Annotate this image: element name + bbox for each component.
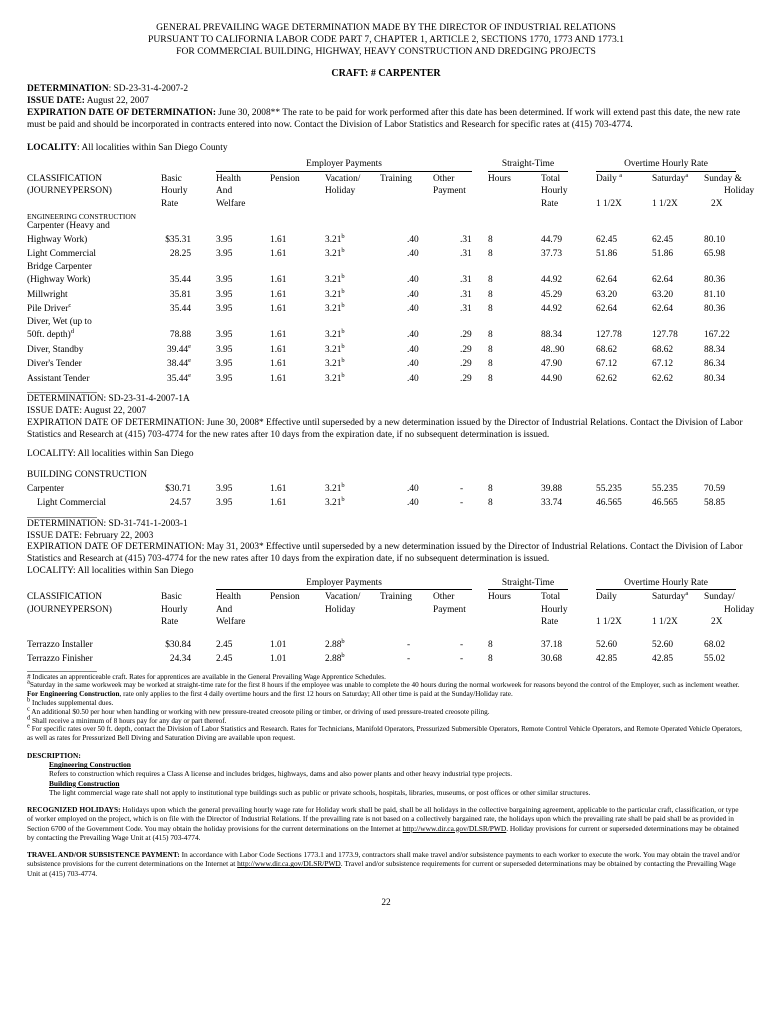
total-rate: 37.73 [541,249,563,260]
classification-name: Light Commercial [37,498,106,509]
table-row [27,342,745,358]
col-rate: Rate [161,198,179,209]
other-payment: .31 [460,304,472,315]
col-other: Other [433,173,455,184]
footnote-hash: # Indicates an apprenticeable craft. Rates for apprentices are available in the General Prevailing Wage Apprentice Schedules. [27,672,386,681]
saturday-ot: 62.45 [652,234,674,245]
pension: 1.61 [270,234,287,245]
daily-ot: 62.62 [596,373,618,384]
training: .40 [407,483,419,494]
det2-title: DETERMINATION: SD-23-31-4-2007-1A [27,394,190,405]
craft-title: CRAFT: # CARPENTER [331,67,441,79]
health-welfare: 3.95 [216,275,233,286]
health-welfare: 3.95 [216,304,233,315]
hours: 8 [488,330,493,341]
saturday-ot: 42.85 [652,654,674,665]
basic-rate: 35.44 [169,275,191,286]
training: .40 [407,249,419,260]
footnote-b: $^b$ Includes supplemental dues. [27,696,114,708]
hours: 8 [488,344,493,355]
col-hours: Hours [488,173,511,184]
training: .40 [407,373,419,384]
travel-link[interactable]: http://www.dir.ca.gov/DLSR/PWD [237,859,341,869]
training: .40 [407,330,419,341]
description-label: DESCRIPTION: [27,750,81,760]
section-building: BUILDING CONSTRUCTION [27,470,148,481]
footnotes [27,673,745,743]
holidays-text-2: . Holiday provisions for current or superseded determinations may be obtained by contacting the Prevailing Wage Unit at (415) 703-4774. [27,823,739,842]
col-saturday-rate: 1 1/2X [652,617,678,628]
det1-value: : SD-23-31-4-2007-2 [108,84,189,95]
straight-time-header: Straight-Time [488,578,568,591]
overtime-header: Overtime Hourly Rate [596,578,736,591]
table-row [27,330,745,343]
col-welfare: Welfare [216,617,246,628]
col-vacation: Vacation/ [325,592,361,603]
sunday-holiday: 81.10 [704,289,726,300]
training: .40 [407,234,419,245]
col-rate: Rate [161,617,179,628]
col-basic: Basic [161,173,182,184]
classification-name: Millwright [27,289,68,300]
sunday-holiday: 80.34 [704,373,726,384]
col-payment: Payment [433,186,466,197]
vacation-holiday: 3.21$^b$ [325,287,345,300]
classification-name: Carpenter [27,483,64,494]
det3-issue: ISSUE DATE: February 22, 2003 [27,530,154,541]
section-engineering: ENGINEERING CONSTRUCTION [27,212,137,222]
total-rate: 88.34 [541,330,563,341]
hours: 8 [488,234,493,245]
vacation-holiday: 3.21$^b$ [325,496,345,509]
pension: 1.61 [270,275,287,286]
classification-name: Terrazzo Installer [27,639,93,650]
pension: 1.61 [270,373,287,384]
pension: 1.61 [270,498,287,509]
straight-time-header: Straight-Time [488,159,568,172]
pension: 1.61 [270,289,287,300]
total-rate: 44.90 [541,373,563,384]
basic-rate: 38.44e [167,357,191,370]
health-welfare: 3.95 [216,330,233,341]
total-rate: 44.79 [541,234,563,245]
other-payment: - [460,654,464,665]
sunday-holiday: 80.36 [704,275,726,286]
recognized-holidays [27,805,745,842]
classification-name: Assistant Tender [27,373,90,384]
daily-ot: 68.62 [596,344,618,355]
determination-3 [27,519,745,578]
daily-ot: 62.64 [596,304,618,315]
travel-text: In accordance with Labor Code Sections 1773.1 and 1773.9, contractors shall make travel and/or subsistence payments to each worker to execute the work. You may obtain the travel and/or subsistence provisions for the current determinations on the Internet at [27,850,741,869]
pension: 1.01 [270,654,287,665]
exp1-value: June 30, 2008** The rate to be paid for work performed after this date has been determined. If work will extend past this date, the new rate must be paid and should be incorporated in contracts entered into now. Contact the Division of Labor Statistics and Research for specific rates at (415) 703-4774. [27,107,741,130]
vacation-holiday: 3.21$^b$ [325,232,345,245]
row-name-line [27,317,745,330]
table-row [27,637,745,653]
table-header-1 [27,159,755,211]
det3-locality: LOCALITY: All localities within San Diego [27,565,194,576]
other-payment: .29 [460,359,472,370]
col-sunday: Sunday & [704,173,742,184]
determination-1 [27,84,745,155]
col-health: Health [216,592,241,603]
col-training: Training [380,173,412,184]
col-total-hourly: Hourly [541,604,568,615]
hours: 8 [488,359,493,370]
col-holiday: Holiday [325,604,356,615]
saturday-ot: 62.62 [652,373,674,384]
sunday-holiday: 58.85 [704,498,726,509]
col-total-hourly: Hourly [541,186,568,197]
total-rate: 44.92 [541,304,563,315]
daily-ot: 55.235 [596,483,622,494]
footnote-d: $^d$ Shall receive a minimum of 8 hours pay for any day or part thereof. [27,714,227,725]
exp1-label: EXPIRATION DATE OF DETERMINATION: [27,107,216,118]
col-health: Health [216,173,241,184]
classification-name: Pile Driver$^c$ [27,302,72,315]
col-total: Total [541,592,561,603]
vacation-holiday: 3.21$^b$ [325,481,345,494]
sunday-holiday: 68.02 [704,639,726,650]
det1-label: DETERMINATION [27,84,109,95]
hours: 8 [488,483,493,494]
health-welfare: 3.95 [216,289,233,300]
col-daily: Daily [596,592,617,603]
basic-rate: $30.71 [165,483,191,494]
pension: 1.61 [270,359,287,370]
health-welfare: 3.95 [216,249,233,260]
col-classification: CLASSIFICATION [27,592,103,603]
other-payment: .31 [460,249,472,260]
hours: 8 [488,373,493,384]
saturday-ot: 63.20 [652,289,674,300]
total-rate: 39.88 [541,483,563,494]
daily-ot: 51.86 [596,249,618,260]
health-welfare: 3.95 [216,498,233,509]
divider [27,517,97,518]
vacation-holiday: 3.21$^b$ [325,328,345,341]
col-and: And [216,186,233,197]
vacation-holiday: 3.21$^b$ [325,247,345,260]
sunday-holiday: 167.22 [704,330,730,341]
header-line-1: GENERAL PREVAILING WAGE DETERMINATION MADE BY THE DIRECTOR OF INDUSTRIAL RELATIONS [156,22,616,33]
hours: 8 [488,249,493,260]
det2-expiration: EXPIRATION DATE OF DETERMINATION: June 30, 2008* Effective until superseded by a new determination issued by the Director of Industrial Relations. Contact the Division of Labor Statistics and Research at (415) 703-4774 for the new rates after 10 days from the expiration date, if no subsequent determination is issued. [27,417,743,440]
classification-name: Terrazzo Finisher [27,654,93,665]
classification-name: Light Commercial [27,249,96,260]
header-line-3: FOR COMMERCIAL BUILDING, HIGHWAY, HEAVY CONSTRUCTION AND DREDGING PROJECTS [176,45,596,57]
col-hours: Hours [488,592,511,603]
col-total-rate: Rate [541,198,559,209]
col-other: Other [433,592,455,603]
building-rows [27,481,745,511]
table-row [27,275,745,288]
col-saturday: Saturday$^a$ [652,590,689,603]
det3-expiration: EXPIRATION DATE OF DETERMINATION: May 31, 2003* Effective until superseded by a new determination issued by the Director of Industrial Relations. Contact the Division of Labor Statistics and Research at (415) 703-4774 for the new rates after 10 days from the expiration date, if no subsequent determination is issued. [27,542,743,565]
hours: 8 [488,289,493,300]
col-classification: CLASSIFICATION [27,173,103,184]
col-basic: Basic [161,592,182,603]
engineering-text: Refers to construction which requires a Class A license and includes bridges, highways, dams and also power plants and other heavy industrial type projects. [49,769,513,779]
classification-name: Carpenter (Heavy and [27,221,110,232]
classification-name: Highway Work) [27,234,88,245]
hours: 8 [488,639,493,650]
basic-rate: 24.57 [169,498,191,509]
col-journeyperson: (JOURNEYPERSON) [27,186,112,197]
footnote-e: $^e$ For specific rates over 50 ft. depth, contact the Division of Labor Statistics and Research. Rates for Technicians, Manifold Operators, Pressurized Submersible Operators, Remote Control Vehicle Operators, and Remote Operated Vehicle Operators, as well as rates for Pressurized Bell Diving and Saturation Diving are available upon request. [27,723,742,743]
basic-rate: 35.81 [169,289,191,300]
classification-name: Diver, Standby [27,344,84,355]
table-row [27,498,745,511]
table-row [27,304,745,317]
saturday-ot: 62.64 [652,275,674,286]
hours: 8 [488,654,493,665]
col-pension: Pension [270,173,300,184]
training: - [407,639,411,650]
training: .40 [407,359,419,370]
basic-rate: 39.44e [167,342,191,355]
employer-payments-header: Employer Payments [216,159,472,172]
total-rate: 47.90 [541,359,563,370]
col-pension: Pension [270,592,300,603]
col-hourly: Hourly [161,186,188,197]
daily-ot: 42.85 [596,654,618,665]
holidays-text: Holidays upon which the general prevailing hourly wage rate for Holiday work shall be paid, shall be all holidays in the collective bargaining agreement, applicable to the particular craft, classification, or type of worker employed on the project, which is on file with the Director of Industrial Relations. If the prevailing rate is not based on a collectively bargained rate, the holidays upon which the prevailing rate shall be paid shall be as provided in Section 6700 of the Government Code. You may obtain the holiday provisions for the current determinations on the Internet at [27,805,739,833]
daily-ot: 63.20 [596,289,618,300]
col-total-rate: Rate [541,617,559,628]
engineering-rows [27,221,745,386]
col-and: And [216,604,233,615]
col-payment: Payment [433,604,466,615]
table-row [27,287,745,303]
classification-name: 50ft. depth)$^d$ [27,328,74,341]
total-rate: 37.18 [541,639,563,650]
training: - [407,654,411,665]
det2-locality: LOCALITY: All localities within San Diego [27,449,194,460]
classification-name: Diver's Tender [27,359,82,370]
daily-ot: 67.12 [596,359,618,370]
row-name-line [27,221,745,234]
hours: 8 [488,275,493,286]
vacation-holiday: 3.21$^b$ [325,302,345,315]
divider [27,392,97,393]
engineering-title: Engineering Construction [49,760,131,770]
pension: 1.61 [270,330,287,341]
det3-title: DETERMINATION: SD-31-741-1-2003-1 [27,518,188,529]
vacation-holiday: 3.21$^b$ [325,342,345,355]
sunday-holiday: 86.34 [704,359,726,370]
health-welfare: 3.95 [216,373,233,384]
total-rate: 44.92 [541,275,563,286]
vacation-holiday: 2.88$^b$ [325,652,345,665]
daily-ot: 127.78 [596,330,622,341]
locality1-label: LOCALITY [27,143,78,154]
health-welfare: 3.95 [216,344,233,355]
building-text: The light commercial wage rate shall not apply to institutional type buildings such as public or private schools, hospitals, libraries, museums, or post offices or other similar structures. [49,787,591,797]
issue1-value: August 22, 2007 [84,96,149,107]
vacation-holiday: 2.88$^b$ [325,637,345,650]
footnote-c: $^c$ An additional $0.50 per hour when handling or working with new pressure-treated creosote piling or timber, or driving of used pressure-treated creosote piling. [27,705,490,716]
holidays-link[interactable]: http://www.dir.ca.gov/DLSR/PWD [402,823,507,833]
col-hourly: Hourly [161,604,188,615]
sunday-holiday: 70.59 [704,483,726,494]
travel-label: TRAVEL AND/OR SUBSISTENCE PAYMENT: [27,850,180,860]
daily-ot: 52.60 [596,639,618,650]
vacation-holiday: 3.21$^b$ [325,273,345,286]
daily-ot: 62.45 [596,234,618,245]
sunday-holiday: 80.10 [704,234,726,245]
table-row [27,481,745,497]
training: .40 [407,304,419,315]
other-payment: - [460,498,464,509]
col-welfare: Welfare [216,198,246,209]
other-payment: .29 [460,344,472,355]
pension: 1.61 [270,483,287,494]
other-payment: .29 [460,373,472,384]
sunday-holiday: 80.36 [704,304,726,315]
description [27,751,745,797]
col-saturday: Saturday$^a$ [652,171,689,184]
sunday-holiday: 65.98 [704,249,726,260]
table-row [27,232,745,248]
col-sunday-rate: 2X [711,617,723,628]
basic-rate: 24.34 [169,654,191,665]
table-row [27,249,745,262]
table-row [27,359,745,372]
other-payment: - [460,639,464,650]
page-number: 22 [381,897,391,908]
saturday-ot: 67.12 [652,359,674,370]
vacation-holiday: 3.21$^b$ [325,371,345,384]
col-total: Total [541,173,561,184]
daily-ot: 46.565 [596,498,622,509]
col-daily-rate: 1 1/2X [596,198,622,209]
basic-rate: $30.84 [165,639,191,650]
classification-name: Diver, Wet (up to [27,316,92,327]
det2-issue: ISSUE DATE: August 22, 2007 [27,406,147,417]
document-page [27,22,755,910]
overtime-header: Overtime Hourly Rate [596,159,736,172]
col-sunday: Sunday/ [704,592,735,603]
saturday-ot: 46.565 [652,498,678,509]
basic-rate: 35.44e [167,371,191,384]
vacation-holiday: 3.21$^b$ [325,357,345,370]
health-welfare: 3.95 [216,359,233,370]
training: .40 [407,498,419,509]
divider [27,671,97,672]
issue1-label: ISSUE DATE: [27,96,85,107]
document-header [27,22,745,58]
saturday-ot: 127.78 [652,330,678,341]
building-title: Building Construction [49,778,120,788]
footnote-a: $^a$Saturday in the same workweek may be worked at straight-time rate for the first 8 hours if the employee was unable to complete the 40 hours during the normal workweek for reasons beyond the control of the Employer, such as inclement weather. For Engineering Construction, rate only applies to the first 4 daily overtime hours and the first 12 hours on Saturday; All other time is paid at the Sunday/Holiday rate. [27,679,740,699]
other-payment: - [460,483,464,494]
saturday-ot: 51.86 [652,249,674,260]
col-training: Training [380,592,412,603]
pension: 1.01 [270,639,287,650]
travel-subsistence [27,850,745,878]
total-rate: 45.29 [541,289,563,300]
terrazzo-rows [27,637,745,667]
col-holiday: Holiday [325,186,356,197]
table-header-2 [27,577,755,630]
classification-name: (Highway Work) [27,275,91,286]
pension: 1.61 [270,249,287,260]
holidays-label: RECOGNIZED HOLIDAYS: [27,805,121,815]
col-daily: Daily $^a$ [596,171,623,184]
classification-name: Bridge Carpenter [27,261,92,272]
group-header-row [27,159,745,172]
health-welfare: 2.45 [216,639,233,650]
hours: 8 [488,304,493,315]
col-sunday-holiday: Holiday [724,604,755,615]
training: .40 [407,275,419,286]
saturday-ot: 55.235 [652,483,678,494]
training: .40 [407,289,419,300]
saturday-ot: 68.62 [652,344,674,355]
daily-ot: 62.64 [596,275,618,286]
other-payment: .31 [460,234,472,245]
travel-text-2: . Travel and/or subsistence requirements for current or superseded determinations may be obtained by contacting the Prevailing Wage Unit at (415) 703-4774. [27,859,736,878]
col-saturday-rate: 1 1/2X [652,198,678,209]
saturday-ot: 62.64 [652,304,674,315]
table-row [27,371,745,387]
employer-payments-header: Employer Payments [216,578,472,591]
pension: 1.61 [270,304,287,315]
total-rate: 48..90 [541,344,565,355]
other-payment: .31 [460,289,472,300]
hours: 8 [488,498,493,509]
sunday-holiday: 55.02 [704,654,726,665]
training: .40 [407,344,419,355]
total-rate: 30.68 [541,654,563,665]
col-vacation: Vacation/ [325,173,361,184]
header-line-2: PURSUANT TO CALIFORNIA LABOR CODE PART 7, CHAPTER 1, ARTICLE 2, SECTIONS 1770, 1773 AND 1773.1 [148,33,624,45]
saturday-ot: 52.60 [652,639,674,650]
basic-rate: 35.44 [169,304,191,315]
col-journeyperson: (JOURNEYPERSON) [27,604,112,615]
locality1-value: : All localities within San Diego County [77,143,228,154]
pension: 1.61 [270,344,287,355]
other-payment: .29 [460,330,472,341]
health-welfare: 3.95 [216,234,233,245]
row-name-line [27,262,745,275]
basic-rate: $35.31 [165,234,191,245]
table-row [27,654,745,667]
determination-2 [27,394,745,482]
basic-rate: 28.25 [169,249,191,260]
sunday-holiday: 88.34 [704,344,726,355]
health-welfare: 3.95 [216,483,233,494]
health-welfare: 2.45 [216,654,233,665]
other-payment: .31 [460,275,472,286]
col-sunday-holiday: Holiday [724,186,755,197]
col-daily-rate: 1 1/2X [596,617,622,628]
col-sunday-rate: 2X [711,198,723,209]
total-rate: 33.74 [541,498,563,509]
basic-rate: 78.88 [169,330,191,341]
